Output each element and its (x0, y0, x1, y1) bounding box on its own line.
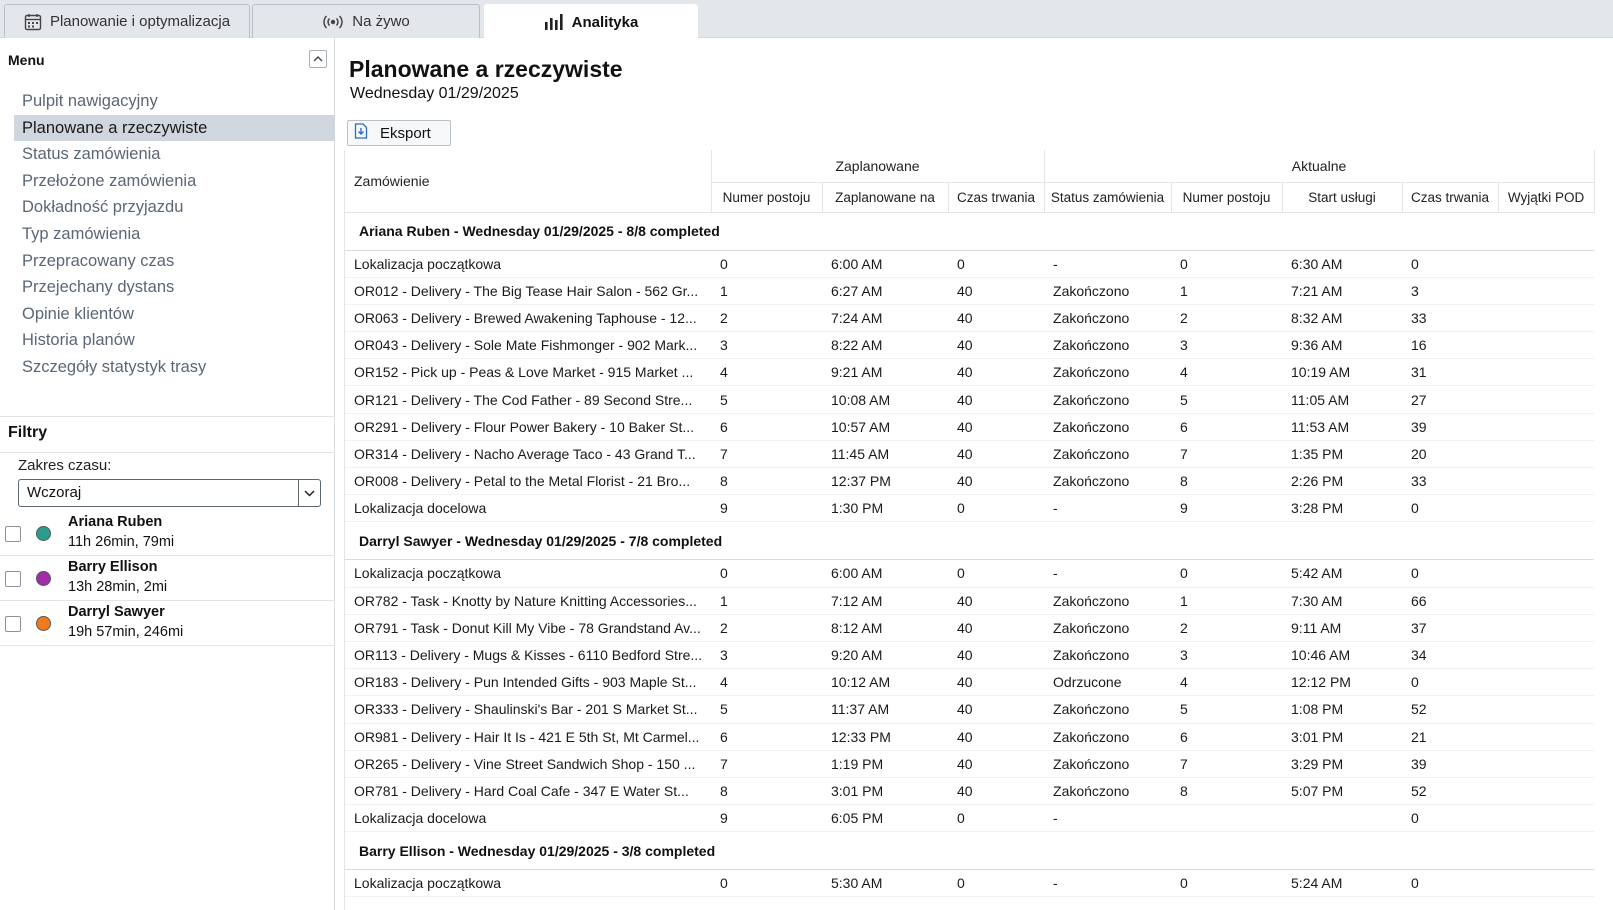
service-start-cell: 10:46 AM (1282, 641, 1402, 668)
planned-at-cell: 1:30 PM (822, 495, 948, 522)
order-cell: Lokalizacja docelowa (345, 495, 711, 522)
planned-at-cell: 7:24 AM (822, 304, 948, 331)
service-start-cell: 3:28 PM (1282, 495, 1402, 522)
driver-info: 13h 28min, 2mi (68, 579, 168, 595)
pod-exceptions-cell (1498, 495, 1594, 522)
actual-duration-cell: 34 (1402, 641, 1498, 668)
group-row (345, 212, 1594, 250)
menu-title: Menu (8, 52, 45, 68)
service-start-cell: 7:30 AM (1282, 587, 1402, 614)
driver-row[interactable] (0, 600, 335, 646)
service-start-cell: 5:24 AM (1282, 870, 1402, 897)
menu-item-distance-driven[interactable]: Przejechany dystans (22, 278, 175, 297)
planned-stop-cell: 3 (711, 332, 822, 359)
page-title: Planowane a rzeczywiste (349, 56, 623, 82)
order-status-cell: Zakończono (1044, 440, 1171, 467)
driver-color-dot (36, 571, 51, 586)
order-cell: Lokalizacja początkowa (345, 250, 711, 277)
pod-exceptions-cell (1498, 696, 1594, 723)
table-body (345, 212, 1594, 897)
column-header-planned-duration[interactable]: Czas trwania (948, 182, 1044, 212)
order-status-cell: - (1044, 495, 1171, 522)
time-range-value: Wczoraj (27, 484, 82, 501)
export-button[interactable] (347, 120, 451, 146)
table-row[interactable] (345, 669, 1594, 696)
planned-stop-cell: 7 (711, 440, 822, 467)
calendar-icon (24, 13, 42, 31)
service-start-cell: 3:01 PM (1282, 723, 1402, 750)
order-cell: OR333 - Delivery - Shaulinski's Bar - 201 S Market St... (345, 696, 711, 723)
planned-duration-cell: 40 (948, 614, 1044, 641)
table-row[interactable] (345, 587, 1594, 614)
order-status-cell: Zakończono (1044, 468, 1171, 495)
planned-stop-cell: 6 (711, 723, 822, 750)
menu-item-arrival-accuracy[interactable]: Dokładność przyjazdu (22, 198, 184, 217)
planned-duration-cell: 40 (948, 386, 1044, 413)
actual-stop-cell: 4 (1171, 669, 1282, 696)
table-row[interactable] (345, 723, 1594, 750)
order-cell: OR791 - Task - Donut Kill My Vibe - 78 Grandstand Av... (345, 614, 711, 641)
planned-stop-cell: 8 (711, 468, 822, 495)
order-status-cell: Zakończono (1044, 587, 1171, 614)
planned-stop-cell: 2 (711, 614, 822, 641)
actual-stop-cell (1171, 805, 1282, 832)
menu-item-route-stats[interactable]: Szczegóły statystyk trasy (22, 357, 207, 376)
order-cell: Lokalizacja początkowa (345, 560, 711, 587)
driver-name: Darryl Sawyer (68, 604, 165, 620)
actual-duration-cell: 20 (1402, 440, 1498, 467)
time-range-label: Zakres czasu: (18, 457, 112, 474)
planned-stop-cell: 4 (711, 669, 822, 696)
actual-stop-cell: 9 (1171, 495, 1282, 522)
pod-exceptions-cell (1498, 587, 1594, 614)
driver-color-dot (36, 616, 51, 631)
planned-at-cell: 9:20 AM (822, 641, 948, 668)
live-broadcast-icon (322, 14, 344, 30)
actual-duration-cell: 52 (1402, 777, 1498, 804)
service-start-cell: 10:19 AM (1282, 359, 1402, 386)
order-status-cell: Zakończono (1044, 641, 1171, 668)
service-start-cell: 5:07 PM (1282, 777, 1402, 804)
order-cell: OR981 - Delivery - Hair It Is - 421 E 5th St, Mt Carmel... (345, 723, 711, 750)
driver-checkbox[interactable] (5, 571, 21, 587)
pod-exceptions-cell (1498, 359, 1594, 386)
order-cell: OR291 - Delivery - Flour Power Bakery - 10 Baker St... (345, 413, 711, 440)
service-start-cell: 9:11 AM (1282, 614, 1402, 641)
menu-item-rescheduled-orders[interactable]: Przełożone zamówienia (22, 171, 197, 190)
table-row[interactable] (345, 440, 1594, 467)
tab-bar (0, 0, 1613, 38)
planned-stop-cell: 5 (711, 696, 822, 723)
tab-planning-label: Planowanie i optymalizacja (49, 13, 231, 30)
column-header-planned-at[interactable]: Zaplanowane na (822, 182, 948, 212)
column-header-actual-stop[interactable]: Numer postoju (1171, 182, 1282, 212)
actual-duration-cell: 52 (1402, 696, 1498, 723)
planned-duration-cell: 0 (948, 250, 1044, 277)
column-group-planned: Zaplanowane (711, 150, 1044, 182)
planned-stop-cell: 2 (711, 304, 822, 331)
actual-duration-cell: 27 (1402, 386, 1498, 413)
planned-duration-cell: 40 (948, 304, 1044, 331)
order-status-cell: Zakończono (1044, 723, 1171, 750)
actual-stop-cell: 3 (1171, 332, 1282, 359)
order-cell: OR265 - Delivery - Vine Street Sandwich Shop - 150 ... (345, 750, 711, 777)
page-date: Wednesday 01/29/2025 (350, 85, 519, 102)
table-row[interactable] (345, 560, 1594, 587)
column-header-planned-stop[interactable]: Numer postoju (711, 182, 822, 212)
planned-at-cell: 10:57 AM (822, 413, 948, 440)
planned-at-cell: 10:12 AM (822, 669, 948, 696)
table-row[interactable] (345, 870, 1594, 897)
planned-duration-cell: 40 (948, 723, 1044, 750)
service-start-cell: 1:08 PM (1282, 696, 1402, 723)
menu-item-order-status[interactable]: Status zamówienia (22, 145, 161, 164)
actual-stop-cell: 6 (1171, 723, 1282, 750)
planned-duration-cell: 40 (948, 669, 1044, 696)
actual-stop-cell: 3 (1171, 641, 1282, 668)
actual-stop-cell: 7 (1171, 750, 1282, 777)
planned-stop-cell: 4 (711, 359, 822, 386)
order-cell: OR183 - Delivery - Pun Intended Gifts - 903 Maple St... (345, 669, 711, 696)
planned-at-cell: 6:27 AM (822, 277, 948, 304)
planned-duration-cell: 0 (948, 805, 1044, 832)
menu-item-plan-history[interactable]: Historia planów (22, 331, 135, 350)
planned-duration-cell: 40 (948, 641, 1044, 668)
order-status-cell: - (1044, 560, 1171, 587)
planned-at-cell: 1:19 PM (822, 750, 948, 777)
planned-duration-cell: 40 (948, 777, 1044, 804)
planned-at-cell: 10:08 AM (822, 386, 948, 413)
planned-duration-cell: 0 (948, 495, 1044, 522)
chevron-up-icon (313, 54, 323, 65)
planned-at-cell: 5:30 AM (822, 870, 948, 897)
column-group-actual: Aktualne (1044, 150, 1594, 182)
actual-stop-cell: 0 (1171, 560, 1282, 587)
planned-stop-cell: 9 (711, 495, 822, 522)
actual-duration-cell: 0 (1402, 669, 1498, 696)
table-row[interactable] (345, 696, 1594, 723)
driver-info: 19h 57min, 246mi (68, 624, 184, 640)
pod-exceptions-cell (1498, 386, 1594, 413)
service-start-cell: 9:36 AM (1282, 332, 1402, 359)
table-row[interactable] (345, 805, 1594, 832)
planned-stop-cell: 0 (711, 870, 822, 897)
group-title: Barry Ellison - Wednesday 01/29/2025 - 3/8 completed (345, 832, 1594, 870)
planned-vs-actual-table (344, 150, 1596, 910)
order-cell: OR113 - Delivery - Mugs & Kisses - 6110 Bedford Stre... (345, 641, 711, 668)
order-cell: OR781 - Delivery - Hard Coal Cafe - 347 E Water St... (345, 777, 711, 804)
menu-item-dashboard[interactable]: Pulpit nawigacyjny (22, 92, 158, 110)
actual-stop-cell: 0 (1171, 250, 1282, 277)
collapse-menu-button[interactable] (309, 50, 327, 68)
pod-exceptions-cell (1498, 250, 1594, 277)
order-cell: OR782 - Task - Knotty by Nature Knitting Accessories... (345, 587, 711, 614)
planned-at-cell: 6:05 PM (822, 805, 948, 832)
service-start-cell: 11:05 AM (1282, 386, 1402, 413)
order-status-cell: Zakończono (1044, 304, 1171, 331)
pod-exceptions-cell (1498, 560, 1594, 587)
driver-info: 11h 26min, 79mi (68, 534, 175, 550)
planned-at-cell: 11:45 AM (822, 440, 948, 467)
tab-analytics[interactable] (484, 4, 698, 39)
planned-at-cell: 12:37 PM (822, 468, 948, 495)
chevron-down-icon (298, 480, 320, 506)
pod-exceptions-cell (1498, 614, 1594, 641)
planned-duration-cell: 40 (948, 468, 1044, 495)
table-row[interactable] (345, 614, 1594, 641)
service-start-cell: 5:42 AM (1282, 560, 1402, 587)
tab-analytics-label: Analityka (571, 13, 639, 31)
planned-duration-cell: 40 (948, 359, 1044, 386)
planned-stop-cell: 9 (711, 805, 822, 832)
actual-stop-cell: 1 (1171, 587, 1282, 614)
tab-live-label: Na żywo (352, 13, 410, 30)
pod-exceptions-cell (1498, 641, 1594, 668)
driver-row[interactable] (0, 510, 335, 556)
planned-duration-cell: 0 (948, 560, 1044, 587)
order-cell: OR152 - Pick up - Peas & Love Market - 915 Market ... (345, 359, 711, 386)
group-row (345, 832, 1594, 870)
planned-duration-cell: 40 (948, 277, 1044, 304)
order-status-cell: - (1044, 250, 1171, 277)
order-status-cell: - (1044, 870, 1171, 897)
export-label: Eksport (380, 124, 431, 142)
pod-exceptions-cell (1498, 468, 1594, 495)
planned-stop-cell: 5 (711, 386, 822, 413)
actual-stop-cell: 8 (1171, 468, 1282, 495)
service-start-cell: 6:30 AM (1282, 250, 1402, 277)
actual-duration-cell: 31 (1402, 359, 1498, 386)
time-range-select[interactable] (18, 479, 321, 507)
planned-at-cell: 11:37 AM (822, 696, 948, 723)
pod-exceptions-cell (1498, 723, 1594, 750)
table-row[interactable] (345, 641, 1594, 668)
menu-item-order-type[interactable]: Typ zamówienia (22, 224, 141, 243)
actual-duration-cell: 66 (1402, 587, 1498, 614)
planned-duration-cell: 40 (948, 332, 1044, 359)
service-start-cell: 2:26 PM (1282, 468, 1402, 495)
sidebar (0, 38, 335, 910)
group-row (345, 522, 1594, 560)
actual-duration-cell: 21 (1402, 723, 1498, 750)
order-status-cell: Zakończono (1044, 277, 1171, 304)
planned-stop-cell: 1 (711, 587, 822, 614)
planned-duration-cell: 40 (948, 413, 1044, 440)
driver-color-dot (36, 526, 51, 541)
order-status-cell: Zakończono (1044, 750, 1171, 777)
table-row[interactable] (345, 468, 1594, 495)
planned-at-cell: 3:01 PM (822, 777, 948, 804)
planned-stop-cell: 7 (711, 750, 822, 777)
menu-item-planned-vs-actual[interactable]: Planowane a rzeczywiste (14, 115, 335, 142)
tab-planning[interactable] (4, 4, 250, 38)
pod-exceptions-cell (1498, 805, 1594, 832)
group-title: Darryl Sawyer - Wednesday 01/29/2025 - 7/8 completed (345, 522, 1594, 560)
driver-name: Barry Ellison (68, 559, 158, 575)
divider (0, 452, 335, 453)
service-start-cell: 3:29 PM (1282, 750, 1402, 777)
actual-duration-cell: 37 (1402, 614, 1498, 641)
order-cell: OR121 - Delivery - The Cod Father - 89 Second Stre... (345, 386, 711, 413)
pod-exceptions-cell (1498, 413, 1594, 440)
actual-duration-cell: 33 (1402, 304, 1498, 331)
order-cell: OR008 - Delivery - Petal to the Metal Florist - 21 Bro... (345, 468, 711, 495)
planned-duration-cell: 40 (948, 696, 1044, 723)
filters-title: Filtry (8, 424, 48, 441)
order-status-cell: Zakończono (1044, 332, 1171, 359)
order-status-cell: Zakończono (1044, 777, 1171, 804)
planned-duration-cell: 40 (948, 440, 1044, 467)
actual-duration-cell: 0 (1402, 805, 1498, 832)
order-status-cell: Zakończono (1044, 614, 1171, 641)
pod-exceptions-cell (1498, 277, 1594, 304)
actual-stop-cell: 2 (1171, 304, 1282, 331)
order-status-cell: Odrzucone (1044, 669, 1171, 696)
service-start-cell: 12:12 PM (1282, 669, 1402, 696)
actual-stop-cell: 8 (1171, 777, 1282, 804)
order-cell: OR314 - Delivery - Nacho Average Taco - 43 Grand T... (345, 440, 711, 467)
order-status-cell: Zakończono (1044, 359, 1171, 386)
pod-exceptions-cell (1498, 750, 1594, 777)
service-start-cell: 8:32 AM (1282, 304, 1402, 331)
driver-name: Ariana Ruben (68, 514, 163, 530)
actual-stop-cell: 7 (1171, 440, 1282, 467)
actual-stop-cell: 0 (1171, 870, 1282, 897)
table-row[interactable] (345, 495, 1594, 522)
planned-stop-cell: 1 (711, 277, 822, 304)
table-row[interactable] (345, 777, 1594, 804)
order-cell: OR063 - Delivery - Brewed Awakening Taphouse - 12... (345, 304, 711, 331)
driver-checkbox[interactable] (5, 616, 21, 632)
planned-at-cell: 9:21 AM (822, 359, 948, 386)
planned-at-cell: 8:22 AM (822, 332, 948, 359)
order-status-cell: Zakończono (1044, 696, 1171, 723)
planned-at-cell: 6:00 AM (822, 250, 948, 277)
planned-duration-cell: 40 (948, 750, 1044, 777)
column-header-order-status[interactable]: Status zamówienia (1044, 182, 1171, 212)
service-start-cell: 11:53 AM (1282, 413, 1402, 440)
actual-duration-cell: 0 (1402, 560, 1498, 587)
actual-duration-cell: 16 (1402, 332, 1498, 359)
order-cell: OR012 - Delivery - The Big Tease Hair Salon - 562 Gr... (345, 277, 711, 304)
order-status-cell: Zakończono (1044, 413, 1171, 440)
tab-live[interactable] (252, 4, 480, 38)
actual-duration-cell: 3 (1402, 277, 1498, 304)
planned-duration-cell: 40 (948, 587, 1044, 614)
actual-stop-cell: 5 (1171, 386, 1282, 413)
pod-exceptions-cell (1498, 870, 1594, 897)
table-row[interactable] (345, 277, 1594, 304)
order-status-cell: - (1044, 805, 1171, 832)
table-row[interactable] (345, 413, 1594, 440)
menu-item-time-worked[interactable]: Przepracowany czas (22, 251, 175, 270)
order-cell: Lokalizacja początkowa (345, 870, 711, 897)
actual-duration-cell: 39 (1402, 413, 1498, 440)
table-row[interactable] (345, 250, 1594, 277)
actual-stop-cell: 4 (1171, 359, 1282, 386)
planned-stop-cell: 0 (711, 560, 822, 587)
export-icon (348, 123, 380, 143)
actual-stop-cell: 2 (1171, 614, 1282, 641)
bar-chart-icon (544, 14, 564, 30)
pod-exceptions-cell (1498, 669, 1594, 696)
planned-at-cell: 7:12 AM (822, 587, 948, 614)
table-row[interactable] (345, 386, 1594, 413)
order-cell: Lokalizacja docelowa (345, 805, 711, 832)
table-row[interactable] (345, 359, 1594, 386)
menu-list (14, 88, 335, 381)
planned-stop-cell: 0 (711, 250, 822, 277)
column-header-service-start[interactable]: Start usługi (1282, 182, 1402, 212)
driver-row[interactable] (0, 555, 335, 601)
pod-exceptions-cell (1498, 304, 1594, 331)
actual-stop-cell: 1 (1171, 277, 1282, 304)
pod-exceptions-cell (1498, 332, 1594, 359)
planned-at-cell: 8:12 AM (822, 614, 948, 641)
order-status-cell: Zakończono (1044, 386, 1171, 413)
pod-exceptions-cell (1498, 777, 1594, 804)
order-cell: OR043 - Delivery - Sole Mate Fishmonger - 902 Mark... (345, 332, 711, 359)
planned-stop-cell: 6 (711, 413, 822, 440)
group-title: Ariana Ruben - Wednesday 01/29/2025 - 8/8 completed (345, 212, 1594, 250)
planned-at-cell: 12:33 PM (822, 723, 948, 750)
planned-stop-cell: 3 (711, 641, 822, 668)
column-header-pod-exceptions[interactable]: Wyjątki POD (1498, 182, 1594, 212)
actual-duration-cell: 33 (1402, 468, 1498, 495)
planned-duration-cell: 0 (948, 870, 1044, 897)
service-start-cell: 7:21 AM (1282, 277, 1402, 304)
column-header-order: Zamówienie (345, 150, 711, 212)
service-start-cell: 1:35 PM (1282, 440, 1402, 467)
driver-checkbox[interactable] (5, 526, 21, 542)
table-row[interactable] (345, 750, 1594, 777)
pod-exceptions-cell (1498, 440, 1594, 467)
actual-duration-cell: 39 (1402, 750, 1498, 777)
planned-stop-cell: 8 (711, 777, 822, 804)
column-header-actual-duration[interactable]: Czas trwania (1402, 182, 1498, 212)
actual-stop-cell: 6 (1171, 413, 1282, 440)
service-start-cell (1282, 805, 1402, 832)
divider (0, 416, 335, 417)
actual-duration-cell: 0 (1402, 870, 1498, 897)
menu-item-customer-feedback[interactable]: Opinie klientów (22, 304, 134, 323)
actual-stop-cell: 5 (1171, 696, 1282, 723)
table-row[interactable] (345, 304, 1594, 331)
table-row[interactable] (345, 332, 1594, 359)
actual-duration-cell: 0 (1402, 250, 1498, 277)
planned-at-cell: 6:00 AM (822, 560, 948, 587)
actual-duration-cell: 0 (1402, 495, 1498, 522)
